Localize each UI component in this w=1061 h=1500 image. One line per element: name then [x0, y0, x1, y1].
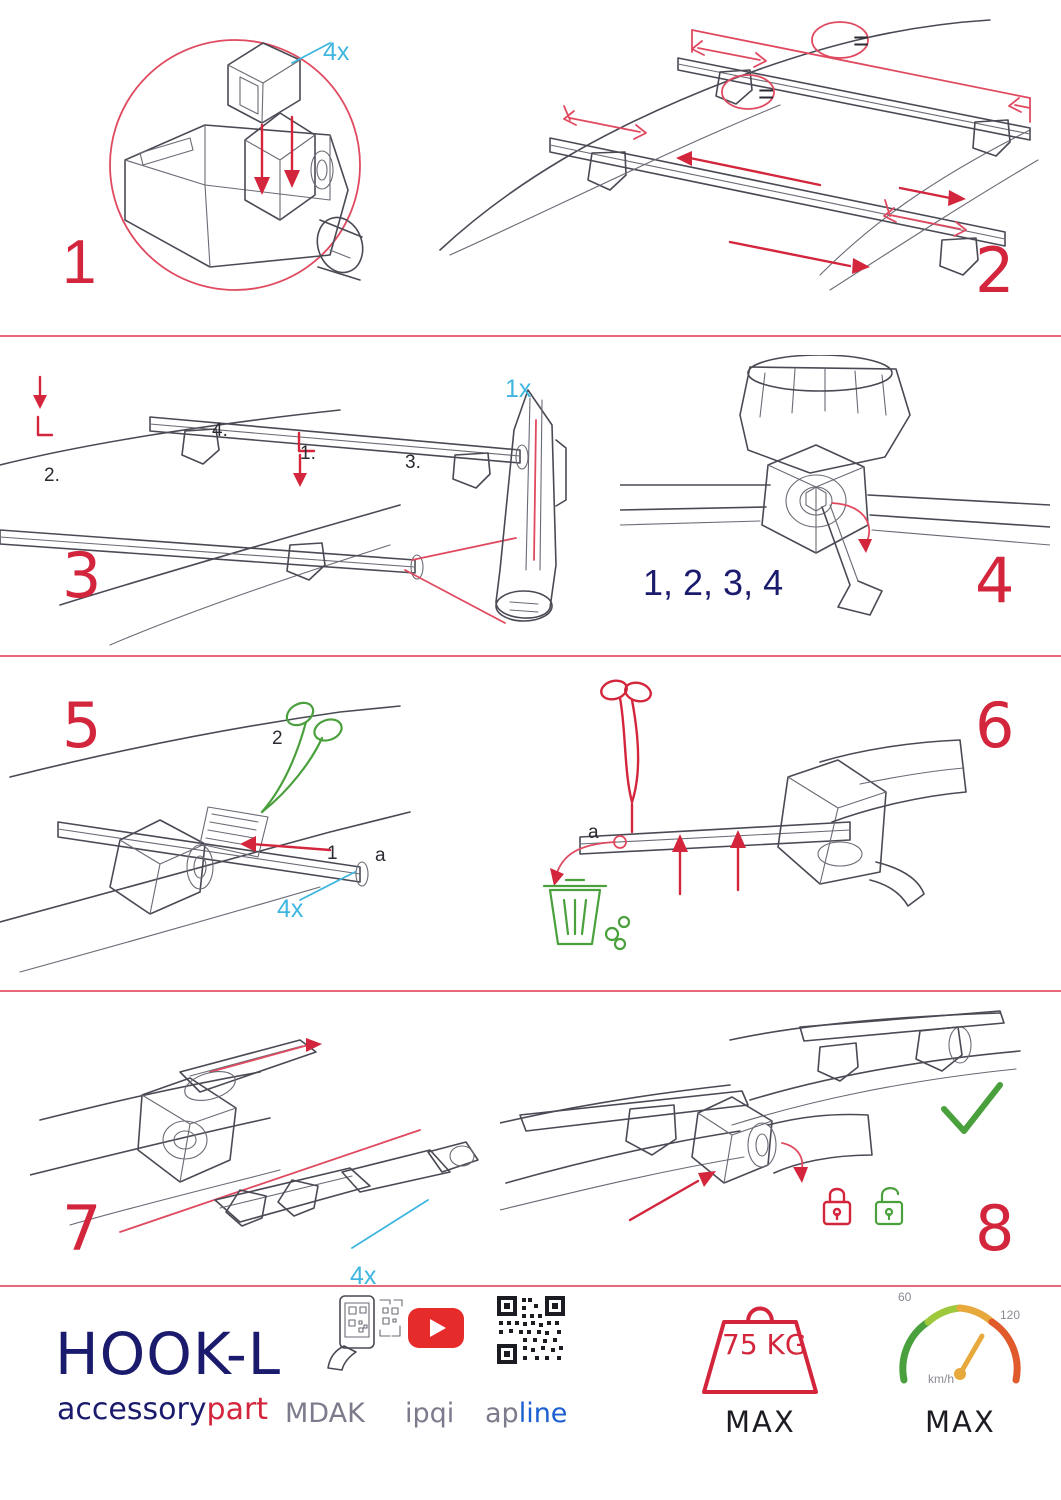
- youtube-icon[interactable]: [408, 1308, 464, 1350]
- step-number-3: 3: [62, 539, 103, 612]
- speed-unit-label: km/h: [928, 1372, 955, 1386]
- brand-primary: accessory: [57, 1392, 207, 1427]
- partner-apline: apline: [485, 1398, 568, 1429]
- step-7-quantity-callout: 4x: [350, 1262, 377, 1290]
- step-4-sequence-text: 1, 2, 3, 4: [643, 562, 784, 603]
- step-3-quantity-callout: 1x: [505, 375, 532, 403]
- brand-accent: part: [206, 1392, 269, 1427]
- step-number-2: 2: [975, 234, 1016, 307]
- weight-value: 75 KG: [722, 1328, 807, 1361]
- brand-name: [57, 1392, 268, 1427]
- step-5-label-a: a: [375, 845, 386, 866]
- step-number-7: 7: [62, 1192, 103, 1265]
- step-3-order-4: 4.: [212, 420, 228, 441]
- step-2-equal-sign-top: =: [853, 25, 870, 56]
- step-3-order-3: 3.: [405, 452, 421, 473]
- partner-ipqi: ipqi: [405, 1398, 455, 1429]
- step-3-detail-part: [470, 370, 630, 660]
- speed-max-label: MAX: [925, 1405, 996, 1439]
- step-6-label-a: a: [588, 822, 599, 843]
- speedometer-icon: [890, 1288, 1030, 1398]
- speed-tick-60: 60: [898, 1290, 912, 1304]
- step-number-8: 8: [975, 1192, 1016, 1265]
- footer: [0, 1280, 1061, 1500]
- step-2-equal-sign-bottom: =: [758, 78, 775, 109]
- weight-max-label: MAX: [725, 1405, 796, 1439]
- step-number-5: 5: [62, 689, 103, 762]
- qr-code-icon: [495, 1294, 567, 1366]
- step-1-quantity-callout: 4x: [323, 38, 350, 66]
- step-5-label-1: 1: [327, 843, 338, 864]
- section-divider-1: [0, 335, 1061, 337]
- qr-scan-phone-icon: [320, 1294, 410, 1374]
- partner-mdak: MDAK: [285, 1398, 365, 1429]
- step-number-1: 1: [62, 228, 98, 297]
- speed-tick-120: 120: [1000, 1308, 1021, 1322]
- step-3-order-2: 2.: [44, 465, 60, 486]
- product-title: HOOK-L: [55, 1320, 282, 1388]
- step-5-label-2: 2: [272, 728, 283, 749]
- step-number-6: 6: [975, 689, 1016, 762]
- step-5-quantity-callout: 4x: [277, 895, 304, 923]
- step-4-sequence-label: [643, 562, 783, 604]
- step-number-4: 4: [975, 544, 1016, 617]
- step-2-illustration: [430, 10, 1040, 320]
- step-3-order-1: 1.: [300, 443, 316, 464]
